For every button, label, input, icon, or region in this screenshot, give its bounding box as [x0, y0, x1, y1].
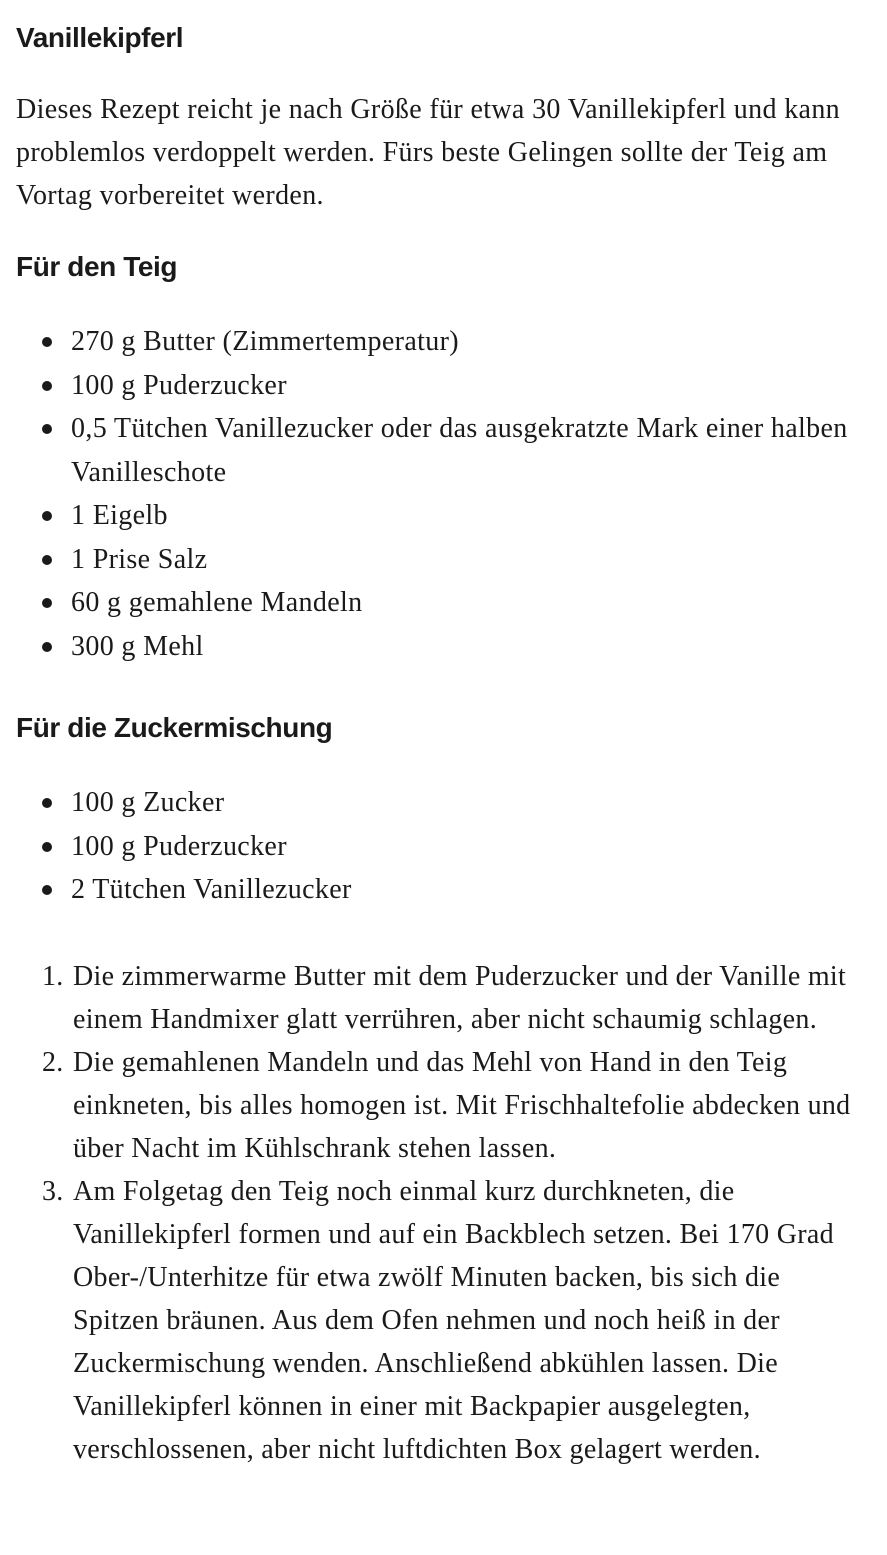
ingredient-item: 0,5 Tütchen Vanillezucker oder das ausgekratzte Mark einer halben Vanilleschote: [71, 407, 873, 494]
step-item: [42, 955, 873, 1041]
step-text: Am Folgetag den Teig noch einmal kurz durchkneten, die Vanillekipferl formen und auf ein Backblech setzen. Bei 170 Grad Ober-/Unterhitze für etwa zwölf Minuten backen, bis sich die Spitzen bräunen. Aus dem Ofen nehmen und noch heiß in der Zuckermischung wenden. Anschließend abkühlen lassen. Die Vanillekipferl können in einer mit Backpapier ausgelegten, verschlossenen, aber nicht luftdichten Box gelagert werden.: [73, 1175, 834, 1465]
dough-heading: Für den Teig: [16, 251, 178, 282]
step-number: 3.: [42, 1175, 64, 1207]
preparation-steps: [16, 955, 873, 1471]
ingredient-item: 1 Eigelb: [71, 494, 873, 538]
ingredient-item: 100 g Puderzucker: [71, 364, 873, 408]
ingredient-item: 300 g Mehl: [71, 625, 873, 669]
ingredient-item: 1 Prise Salz: [71, 538, 873, 582]
ingredient-item: 100 g Puderzucker: [71, 825, 873, 869]
ingredient-item: 60 g gemahlene Mandeln: [71, 581, 873, 625]
step-text: Die gemahlenen Mandeln und das Mehl von Hand in den Teig einkneten, bis alles homogen ist. Mit Frischhaltefolie abdecken und über Nacht im Kühlschrank stehen lassen.: [73, 1046, 851, 1164]
step-number: 1.: [42, 960, 64, 992]
dough-ingredient-list: [16, 320, 873, 668]
step-number: 2.: [42, 1046, 64, 1078]
step-text: Die zimmerwarme Butter mit dem Puderzucker und der Vanille mit einem Handmixer glatt verrühren, aber nicht schaumig schlagen.: [73, 960, 847, 1035]
step-item: [42, 1170, 873, 1471]
sugar-mix-heading: Für die Zuckermischung: [16, 712, 333, 743]
step-item: [42, 1041, 873, 1170]
ingredient-item: 270 g Butter (Zimmertemperatur): [71, 320, 873, 364]
recipe-title: Vanillekipferl: [16, 22, 184, 53]
recipe-intro: Dieses Rezept reicht je nach Größe für etwa 30 Vanillekipferl und kann problemlos verdoppelt werden. Fürs beste Gelingen sollte der Teig am Vortag vorbereitet werden.: [16, 94, 841, 211]
sugar-mix-ingredient-list: [16, 781, 873, 912]
ingredient-item: 100 g Zucker: [71, 781, 873, 825]
ingredient-item: 2 Tütchen Vanillezucker: [71, 868, 873, 912]
